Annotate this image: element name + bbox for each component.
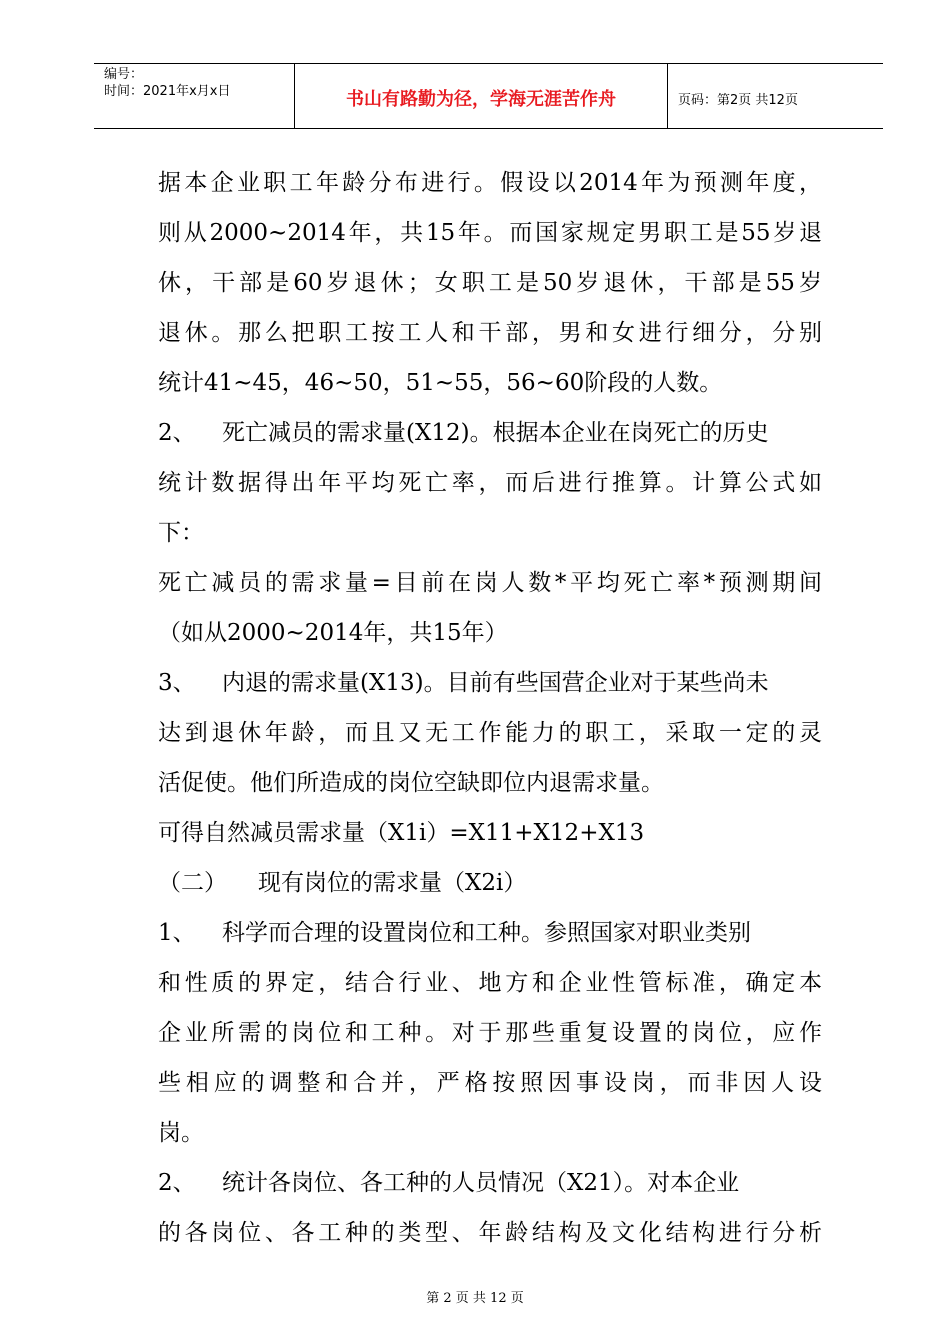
text-line: 统计41~45，46~50，51~55，56~60阶段的人数。 [158,370,723,396]
text-line: 死亡减员的需求量(X12)。根据本企业在岗死亡的历史 [222,420,769,446]
text-line: 下： [158,520,204,546]
text-line: 则从2000~2014年，共15年。而国家规定男职工是55岁退 [158,220,822,246]
text-line: 企业所需的岗位和工种。对于那些重复设置的岗位，应作 [158,1020,822,1046]
list-item-2 [158,408,822,458]
document-date: 时间：2021年x月x日 [104,84,231,99]
text-line: 的各岗位、各工种的类型、年龄结构及文化结构进行分析 [158,1220,822,1246]
list-number: 1、 [158,920,196,946]
text-line: 休，干部是60岁退休；女职工是50岁退休，干部是55岁 [158,270,822,296]
text-line: 据本企业职工年龄分布进行。假设以2014年为预测年度， [158,170,822,196]
list-item-3 [158,658,822,708]
text-line: 内退的需求量(X13)。目前有些国营企业对于某些尚未 [222,670,769,696]
page-footer: 第 2 页 共 12 页 [426,1291,524,1306]
formula-line: （如从2000~2014年，共15年） [158,620,508,646]
page-header [94,63,883,129]
list-number: 2、 [158,420,196,446]
text-line: 些相应的调整和合并，严格按照因事设岗，而非因人设 [158,1070,822,1096]
list-number: 3、 [158,670,196,696]
header-meta [94,64,295,128]
document-number-label: 编号： [104,67,144,82]
text-line: 科学而合理的设置岗位和工种。参照国家对职业类别 [222,920,751,946]
formula-line: 死亡减员的需求量=目前在岗人数*平均死亡率*预测期间 [158,570,822,596]
text-line: 统计数据得出年平均死亡率，而后进行推算。计算公式如 [158,470,822,496]
header-page-info: 页码：第2页 共12页 [678,92,798,108]
text-line: 和性质的界定，结合行业、地方和企业性管标准，确定本 [158,970,822,996]
text-line: 岗。 [158,1120,204,1146]
text-line: 统计各岗位、各工种的人员情况（X21）。对本企业 [222,1170,740,1196]
list-item-1 [158,908,822,958]
sum-formula: 可得自然减员需求量（X1i）=X11+X12+X13 [158,820,645,846]
document-body [158,158,822,1258]
list-number: 2、 [158,1170,196,1196]
section-number: （二） [158,870,227,896]
text-line: 退休。那么把职工按工人和干部，男和女进行细分，分别 [158,320,822,346]
text-line: 活促使。他们所造成的岗位空缺即位内退需求量。 [158,770,664,796]
list-item-2b [158,1158,822,1208]
header-motto: 书山有路勤为径，学海无涯苦作舟 [295,64,668,128]
section-heading [158,858,822,908]
section-title: 现有岗位的需求量（X2i） [258,870,527,896]
text-line: 达到退休年龄，而且又无工作能力的职工，采取一定的灵 [158,720,822,746]
